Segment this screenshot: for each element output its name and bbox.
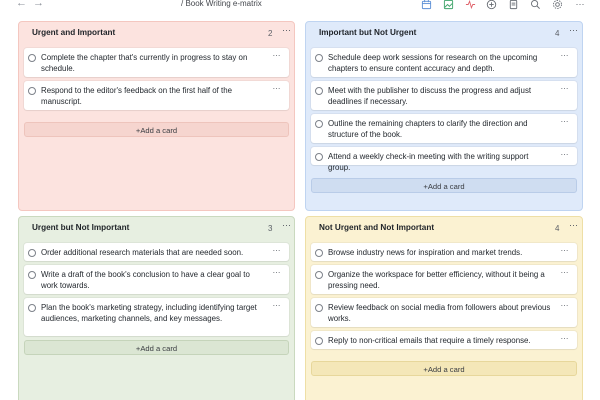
add-card-button[interactable]: +Add a card [24,122,289,137]
quadrant-more-icon[interactable]: ⋯ [569,25,579,35]
task-checkbox[interactable] [315,304,323,312]
quadrant-important-not-urgent [305,21,583,211]
more-icon[interactable]: ⋯ [575,0,585,9]
task-card[interactable] [24,81,289,110]
task-checkbox[interactable] [28,87,36,95]
card-more-icon[interactable]: ⋯ [560,117,569,126]
card-more-icon[interactable]: ⋯ [560,268,569,277]
task-card[interactable] [24,265,289,294]
document-title: / Book Writing e-matrix [181,0,262,8]
quadrant-header [306,22,582,44]
card-more-icon[interactable]: ⋯ [560,51,569,60]
quadrant-more-icon[interactable]: ⋯ [282,25,292,35]
task-checkbox[interactable] [28,54,36,62]
task-text: Respond to the editor's feedback on the first half of the manuscript. [41,86,233,107]
task-card[interactable] [24,243,289,261]
card-more-icon[interactable]: ⋯ [560,150,569,159]
quadrant-urgent-important [18,21,295,211]
task-card[interactable] [311,298,577,327]
card-more-icon[interactable]: ⋯ [272,246,281,255]
add-card-button[interactable]: +Add a card [24,340,289,355]
card-more-icon[interactable]: ⋯ [272,51,281,60]
task-checkbox[interactable] [28,271,36,279]
card-more-icon[interactable]: ⋯ [560,246,569,255]
quadrant-not-urgent-not-important [305,216,583,400]
task-text: Review feedback on social media from followers about previous works. [328,303,551,324]
task-checkbox[interactable] [315,87,323,95]
card-more-icon[interactable]: ⋯ [272,84,281,93]
quadrant-header [19,22,294,44]
task-card[interactable] [311,81,577,110]
back-arrow-icon[interactable]: ← [16,0,27,9]
task-checkbox[interactable] [315,249,323,257]
quadrant-count: 4 [555,224,560,233]
task-text: Order additional research materials that are needed soon. [41,248,244,257]
task-card[interactable] [311,48,577,77]
quadrant-count: 3 [268,224,273,233]
top-toolbar [0,0,600,11]
task-text: Plan the book's marketing strategy, including identifying target audiences, marketing channels, and key messages. [41,303,257,324]
image-icon[interactable] [442,0,454,10]
quadrant-more-icon[interactable]: ⋯ [282,220,292,230]
task-card[interactable] [311,265,577,294]
task-checkbox[interactable] [315,153,323,161]
card-more-icon[interactable]: ⋯ [560,301,569,310]
card-more-icon[interactable]: ⋯ [560,84,569,93]
task-checkbox[interactable] [315,120,323,128]
add-card-button[interactable]: +Add a card [311,178,577,193]
task-checkbox[interactable] [315,337,323,345]
task-card[interactable] [311,331,577,349]
task-checkbox[interactable] [315,54,323,62]
card-more-icon[interactable]: ⋯ [272,268,281,277]
task-card[interactable] [311,114,577,143]
task-text: Write a draft of the book's conclusion to have a clear goal to work towards. [41,270,250,291]
task-text: Outline the remaining chapters to clarify the direction and structure of the book. [328,119,528,140]
quadrant-header [306,217,582,239]
quadrant-header [19,217,294,239]
task-card[interactable] [311,243,577,261]
document-icon[interactable] [507,0,519,10]
task-text: Organize the workspace for better efficiency, without it being a pressing need. [328,270,545,291]
task-text: Browse industry news for inspiration and market trends. [328,248,523,257]
task-card[interactable] [311,147,577,173]
quadrant-urgent-not-important [18,216,295,400]
task-text: Schedule deep work sessions for research on the upcoming chapters to ensure content accuracy and depth. [328,53,538,74]
task-text: Complete the chapter that's currently in progress to stay on schedule. [41,53,248,74]
task-checkbox[interactable] [28,249,36,257]
task-checkbox[interactable] [28,304,36,312]
quadrant-title: Urgent but Not Important [32,223,130,232]
quadrant-title: Not Urgent and Not Important [319,223,435,232]
quadrant-title: Urgent and Important [32,28,116,37]
activity-icon[interactable] [464,0,476,10]
forward-arrow-icon[interactable]: → [33,0,44,9]
card-more-icon[interactable]: ⋯ [560,334,569,343]
quadrant-more-icon[interactable]: ⋯ [569,220,579,230]
quadrant-count: 2 [268,29,273,38]
card-more-icon[interactable]: ⋯ [272,301,281,310]
quadrant-title: Important but Not Urgent [319,28,417,37]
search-icon[interactable] [529,0,541,10]
plus-circle-icon[interactable] [485,0,497,10]
task-card[interactable] [24,298,289,336]
task-card[interactable] [24,48,289,77]
quadrant-count: 4 [555,29,560,38]
task-text: Reply to non-critical emails that require a timely response. [328,336,531,345]
settings-icon[interactable] [551,0,563,10]
calendar-icon[interactable] [420,0,432,10]
task-checkbox[interactable] [315,271,323,279]
task-text: Meet with the publisher to discuss the progress and adjust deadlines if necessary. [328,86,532,107]
task-text: Attend a weekly check-in meeting with the writing support group. [328,152,529,173]
add-card-button[interactable]: +Add a card [311,361,577,376]
